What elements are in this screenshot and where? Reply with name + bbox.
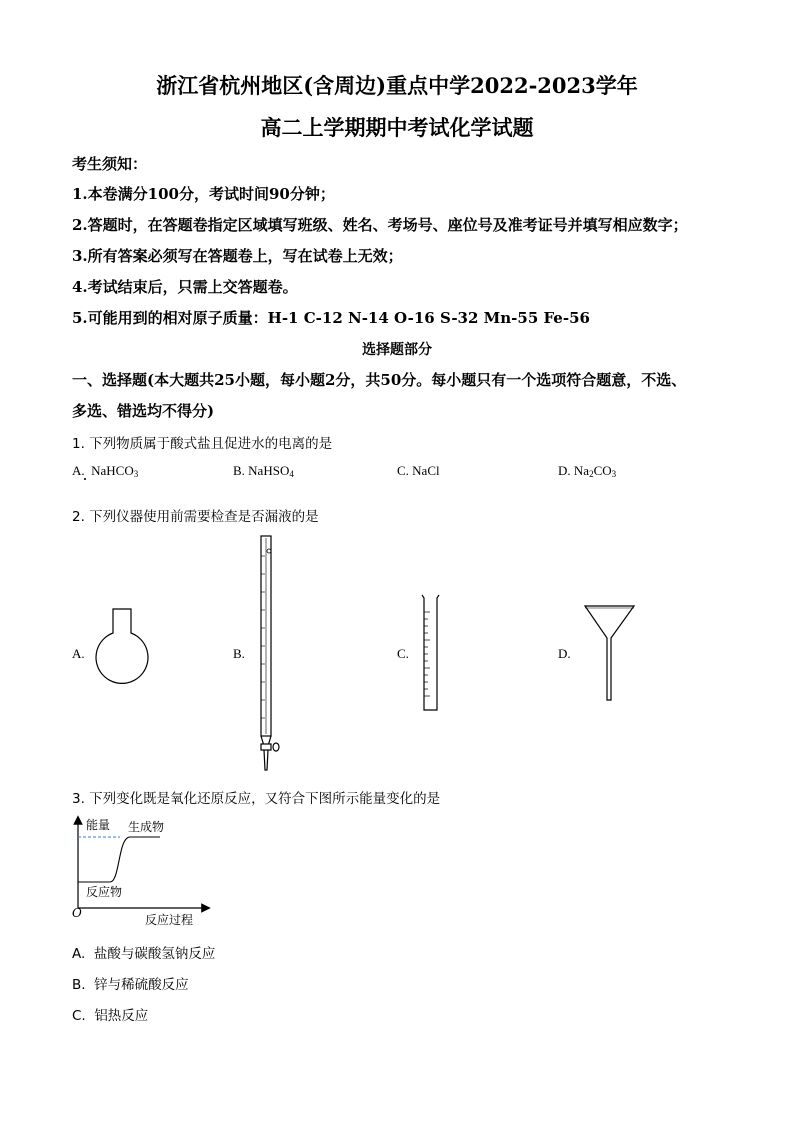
q1-option-b[interactable] bbox=[233, 463, 294, 479]
x-axis-label: 反应过程 bbox=[145, 913, 194, 927]
reactant-label: 反应物 bbox=[86, 885, 123, 899]
q2-option-a-label[interactable]: A. bbox=[72, 646, 85, 661]
notice-item-1: 1.本卷满分100分，考试时间90分钟； bbox=[72, 185, 335, 203]
q3-option-b-text: 锌与稀硫酸反应 bbox=[94, 977, 189, 993]
q3-option-b[interactable] bbox=[72, 973, 189, 993]
notice-item-5: 5.可能用到的相对原子质量：H-1 C-12 N-14 O-16 S-32 Mn-55 Fe-56 bbox=[72, 309, 590, 327]
q1-option-a[interactable] bbox=[72, 463, 138, 479]
q1-option-d-formula-tail: CO bbox=[593, 463, 612, 478]
q1-option-c-label: C. bbox=[397, 463, 409, 478]
q1-option-a-formula: NaHCO bbox=[91, 463, 134, 478]
exam-title-line1: 浙江省杭州地区(含周边)重点中学2022-2023学年 bbox=[156, 73, 638, 98]
q3-option-c-text: 铝热反应 bbox=[94, 1008, 149, 1024]
dot-mark bbox=[84, 478, 86, 480]
y-axis-label: 能量 bbox=[86, 818, 111, 832]
q3-option-a-label: A. bbox=[72, 946, 86, 962]
origin-label: O bbox=[72, 906, 82, 920]
q3-option-a[interactable] bbox=[72, 942, 215, 962]
funnel-icon bbox=[583, 604, 639, 704]
product-label: 生成物 bbox=[128, 820, 165, 834]
q1-option-d-formula: Na bbox=[573, 463, 590, 478]
q1-option-a-label: A. bbox=[72, 463, 85, 478]
q2-option-d-label[interactable]: D. bbox=[558, 646, 571, 661]
burette-icon bbox=[255, 534, 285, 774]
q3-option-a-text: 盐酸与碳酸氢钠反应 bbox=[93, 946, 216, 962]
q1-option-d[interactable] bbox=[558, 463, 616, 479]
q3-option-c-label: C. bbox=[72, 1008, 86, 1024]
notice-heading: 考生须知： bbox=[72, 155, 148, 173]
notice-item-3: 3.所有答案必须写在答题卷上，写在试卷上无效； bbox=[72, 247, 403, 265]
section-title: 选择题部分 bbox=[362, 342, 432, 358]
graduated-cylinder-icon bbox=[418, 594, 448, 714]
section-instruction-line1: 一、选择题(本大题共25小题，每小题2分，共50分。每小题只有一个选项符合题意，不选、 bbox=[72, 371, 687, 389]
q2-option-b-label[interactable]: B. bbox=[233, 646, 245, 661]
q1-option-c-formula: NaCl bbox=[412, 463, 440, 478]
q2-option-c-label[interactable]: C. bbox=[397, 646, 409, 661]
q1-option-d-subscript: 2 bbox=[589, 469, 594, 479]
section-instruction-line2: 多选、错选均不得分) bbox=[72, 402, 215, 420]
q3-option-b-label: B. bbox=[72, 977, 86, 993]
q2-stem: 2. 下列仪器使用前需要检查是否漏液的是 bbox=[72, 509, 319, 525]
q1-option-b-formula: NaHSO bbox=[248, 463, 290, 478]
exam-title-line2: 高二上学期期中考试化学试题 bbox=[260, 115, 534, 140]
q1-option-b-subscript: 4 bbox=[289, 469, 294, 479]
q1-option-d-label: D. bbox=[558, 463, 571, 478]
q3-option-c[interactable] bbox=[72, 1004, 148, 1024]
round-bottom-flask-icon bbox=[95, 608, 155, 698]
q1-option-d-subscript2: 3 bbox=[611, 469, 617, 479]
notice-item-2: 2.答题时，在答题卷指定区域填写班级、姓名、考场号、座位号及准考证号并填写相应数字； bbox=[72, 216, 688, 234]
energy-curve bbox=[78, 837, 160, 882]
q1-option-a-subscript: 3 bbox=[133, 469, 139, 479]
q1-stem: 1. 下列物质属于酸式盐且促进水的电离的是 bbox=[72, 436, 333, 452]
q1-option-b-label: B. bbox=[233, 463, 245, 478]
q1-option-c[interactable] bbox=[397, 463, 440, 479]
q3-stem: 3. 下列变化既是氧化还原反应，又符合下图所示能量变化的是 bbox=[72, 791, 441, 807]
notice-item-4: 4.考试结束后，只需上交答题卷。 bbox=[72, 278, 298, 296]
